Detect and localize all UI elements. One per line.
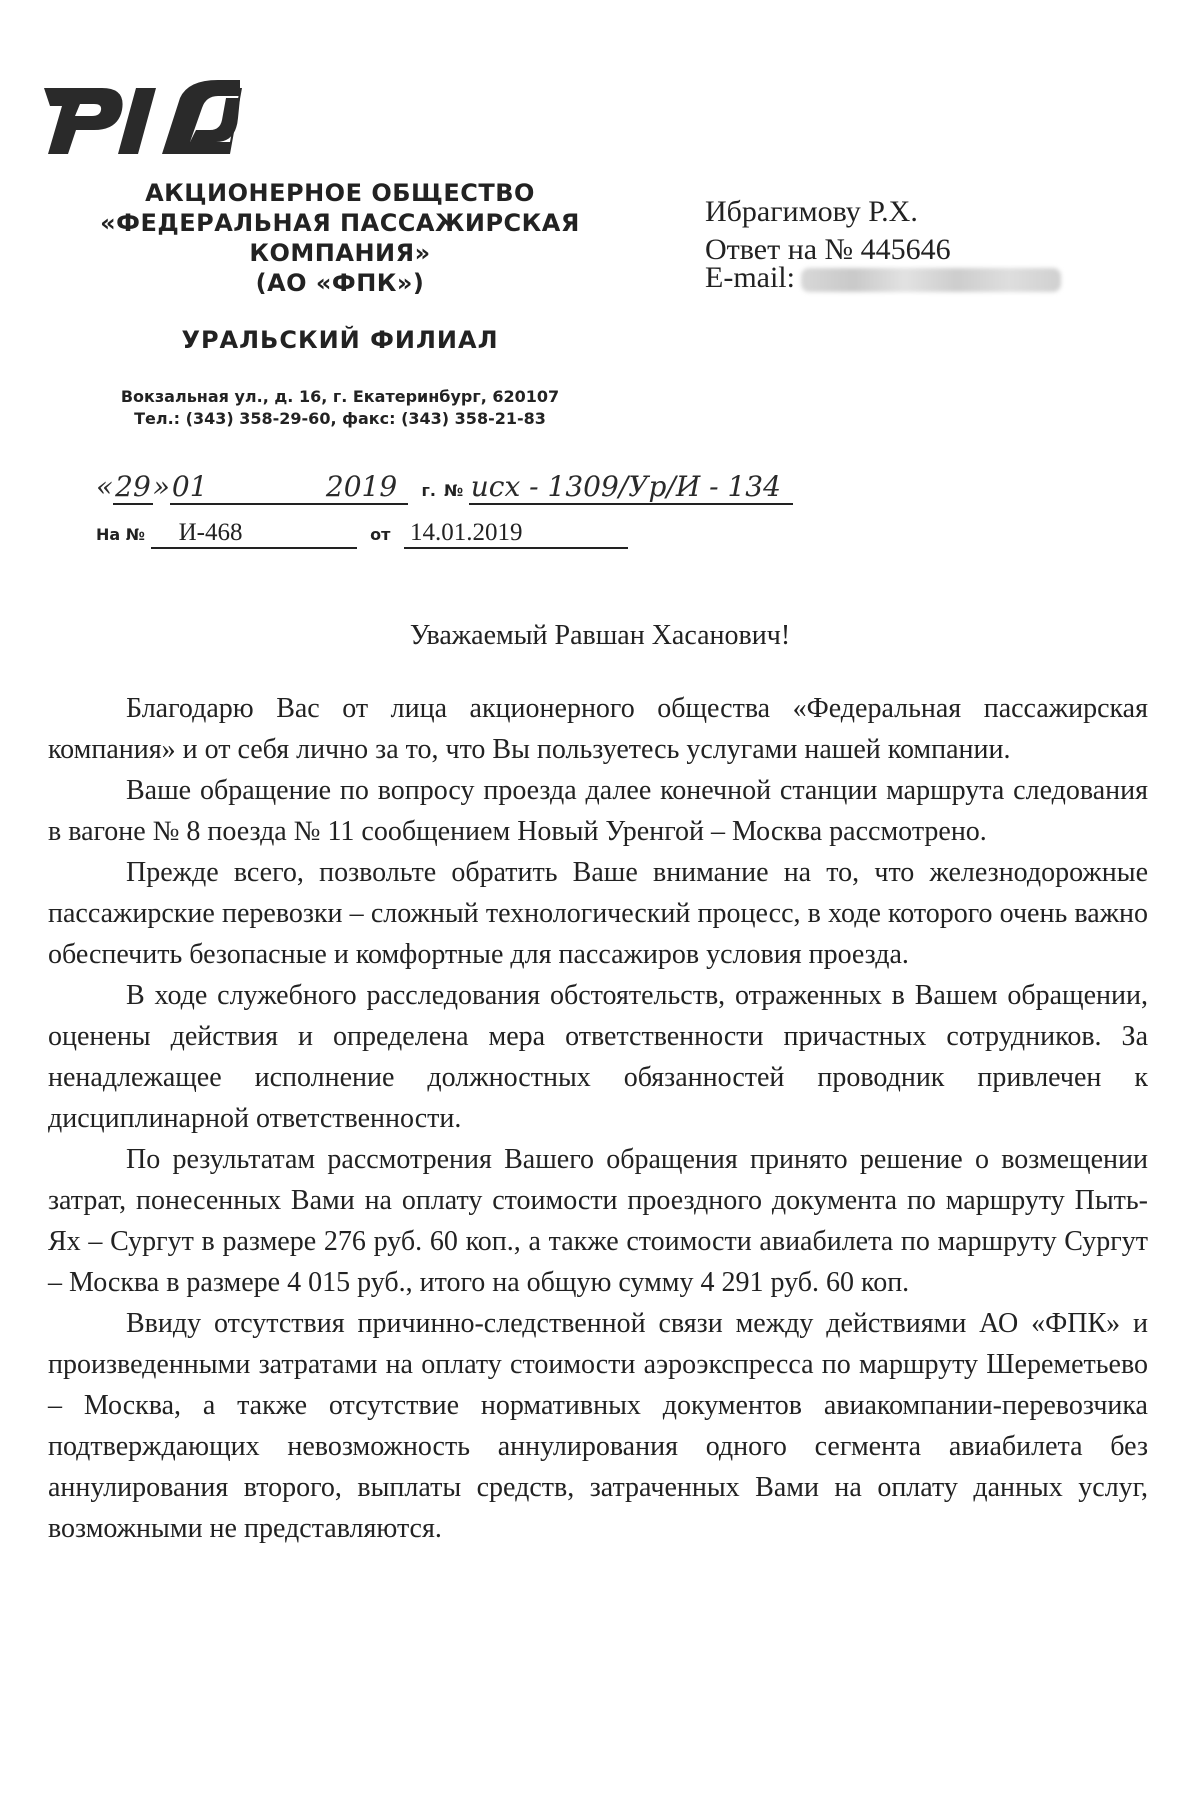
paragraph: Ввиду отсутствия причинно-следственной связи между действиями АО «ФПК» и произведенными затратами на оплату стоимости аэроэкспресса по маршруту Шереметьево – Москва, а также отсутствие нормативных документов авиакомпании-перевозчика подтверждающих невозможность аннулирования одного сегмента авиабилета без аннулирования второго, выплаты средств, затраченных Вами на оплату данных услуг, возможными не представляются. [48, 1308, 1148, 1544]
company-name-line: «ФЕДЕРАЛЬНАЯ ПАССАЖИРСКАЯ [100, 209, 580, 237]
company-header [60, 178, 620, 354]
paragraph: Благодарю Вас от лица акционерного общества «Федеральная пассажирская компания» и от себя лично за то, что Вы пользуетесь услугами нашей компании. [48, 693, 1148, 765]
reply-reference: Ответ на № 445646 [705, 233, 951, 266]
reg-year: 2019 [324, 470, 408, 505]
outgoing-registration [96, 470, 793, 505]
salutation: Уважаемый Равшан Хасанович! [409, 620, 791, 651]
paragraph: В ходе служебного расследования обстоятельств, отраженных в Вашем обращении, оценены действия и определена мера ответственности причастных сотрудников. За ненадлежащее исполнение должностных обязанностей проводник привлечен к дисциплинарной ответственности. [48, 980, 1148, 1134]
email-redacted [801, 268, 1061, 292]
reg-day: 29 [115, 470, 151, 503]
ref-number: И-468 [151, 519, 357, 549]
company-name-line: КОМПАНИЯ» [249, 239, 431, 267]
email-label: E-mail: [705, 261, 795, 294]
letter-body [48, 688, 1148, 1549]
number-label: № [443, 481, 464, 500]
company-contacts [60, 386, 620, 430]
rzd-logo-icon [40, 58, 245, 158]
reg-month: 01 [170, 470, 324, 505]
from-label: от [370, 525, 391, 544]
ref-date: 14.01.2019 [404, 519, 628, 549]
company-logo [40, 58, 245, 158]
recipient-email [705, 261, 1061, 294]
outgoing-number: исх - 1309/Ур/И - 134 [469, 470, 793, 505]
quote-open: « [96, 470, 114, 503]
quote-close: » [152, 470, 170, 503]
paragraph: По результатам рассмотрения Вашего обращения принято решение о возмещении затрат, понесенных Вами на оплату стоимости проездного документа по маршруту Пыть-Ях – Сургут в размере 276 руб. 60 коп., а также стоимости авиабилета по маршруту Сургут – Москва в размере 4 015 руб., итого на общую сумму 4 291 руб. 60 коп. [48, 1144, 1148, 1298]
company-phones: Тел.: (343) 358-29-60, факс: (343) 358-21-83 [134, 409, 546, 428]
year-suffix: г. [421, 481, 436, 500]
company-name-line: (АО «ФПК») [255, 269, 425, 297]
incoming-reference [96, 519, 628, 549]
ref-label: На № [96, 525, 146, 544]
paragraph: Ваше обращение по вопросу проезда далее конечной станции маршрута следования в вагоне № 8 поезда № 11 сообщением Новый Уренгой – Москва рассмотрено. [48, 775, 1148, 847]
recipient-block [705, 194, 1061, 292]
paragraph: Прежде всего, позвольте обратить Ваше внимание на то, что железнодорожные пассажирские перевозки – сложный технологический процесс, в ходе которого очень важно обеспечить безопасные и комфортные для пассажиров условия проезда. [48, 857, 1148, 970]
company-name-line: АКЦИОНЕРНОЕ ОБЩЕСТВО [145, 179, 535, 207]
recipient-name: Ибрагимову Р.Х. [705, 195, 918, 228]
branch-name: УРАЛЬСКИЙ ФИЛИАЛ [181, 326, 499, 354]
company-address: Вокзальная ул., д. 16, г. Екатеринбург, 620107 [120, 387, 560, 406]
